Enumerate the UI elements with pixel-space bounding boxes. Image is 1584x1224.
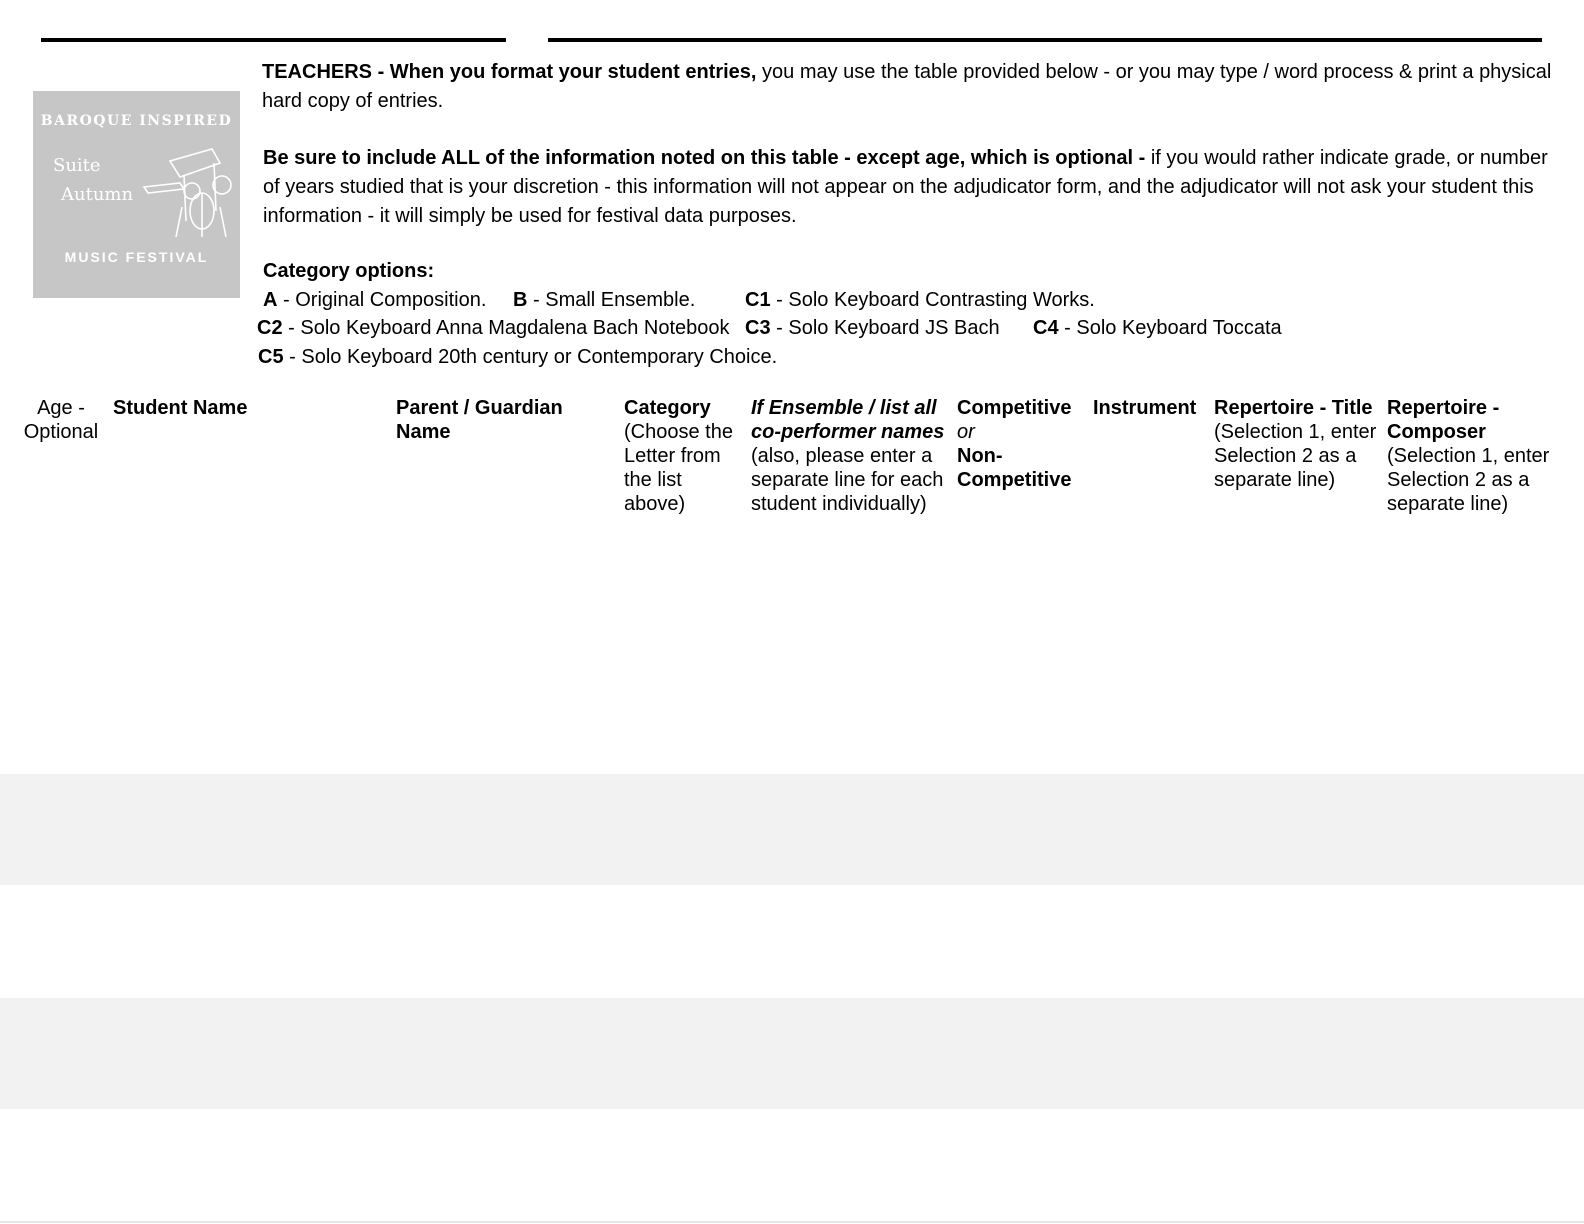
logo-word-suite: Suite bbox=[53, 155, 101, 176]
table-row-3[interactable] bbox=[0, 774, 1584, 885]
include-bold-text: Be sure to include ALL of the information noted on this table - except age, which is optional - bbox=[263, 147, 1146, 169]
header-repertoire-composer: Repertoire - Composer (Selection 1, enter Selection 2 as a separate line) bbox=[1387, 397, 1550, 515]
include-instructions bbox=[263, 144, 1553, 231]
logo-word-autumn: Autumn bbox=[61, 184, 134, 205]
table-row-4[interactable] bbox=[0, 887, 1584, 998]
header-ensemble: If Ensemble / list all co-performer names (also, please enter a separate line for each student individually) bbox=[751, 397, 945, 515]
header-instrument: Instrument bbox=[1093, 397, 1197, 419]
table-row-2[interactable] bbox=[0, 662, 1584, 773]
instruments-illustration-icon bbox=[140, 141, 232, 241]
header-category: Category (Choose the Letter from the list above) bbox=[624, 397, 733, 515]
include-text: if you would rather indicate grade, or number of years studied that is your discretion - this information will not appear on the adjudicator form, and the adjudicator will not ask your student this information - it will simply be used for festival data purposes. bbox=[263, 147, 1548, 227]
teachers-text: you may use the table provided below - or you may type / word process & print a physical hard copy of entries. bbox=[262, 61, 1552, 112]
category-option-c5: C5 - Solo Keyboard 20th century or Contemporary Choice. bbox=[258, 346, 778, 368]
category-option-c1: C1 - Solo Keyboard Contrasting Works. bbox=[745, 289, 1095, 311]
category-option-c2: C2 - Solo Keyboard Anna Magdalena Bach Notebook bbox=[257, 317, 730, 339]
header-parent-guardian: Parent / Guardian Name bbox=[396, 397, 563, 443]
logo-tagline: BAROQUE INSPIRED bbox=[40, 113, 233, 129]
table-row-1[interactable] bbox=[0, 551, 1584, 662]
header-age: Age - Optional bbox=[23, 397, 99, 443]
category-option-c3: C3 - Solo Keyboard JS Bach bbox=[745, 317, 1000, 339]
logo-bottom-text: MUSIC FESTIVAL bbox=[64, 249, 209, 265]
logo-title bbox=[53, 155, 143, 205]
teachers-bold-text: TEACHERS - When you format your student entries, bbox=[262, 61, 757, 83]
table-row-6[interactable] bbox=[0, 1110, 1584, 1221]
table-bottom-line bbox=[0, 1221, 1584, 1223]
header-repertoire-title: Repertoire - Title (Selection 1, enter Selection 2 as a separate line) bbox=[1214, 397, 1377, 491]
top-rule-left bbox=[41, 38, 506, 42]
top-rule-right bbox=[548, 38, 1542, 42]
header-competitive: Competitive or Non-Competitive bbox=[957, 397, 1072, 491]
category-option-b: B - Small Ensemble. bbox=[513, 289, 696, 311]
teachers-instructions bbox=[262, 58, 1552, 116]
category-options-title: Category options: bbox=[263, 260, 435, 282]
festival-logo bbox=[33, 91, 240, 298]
category-option-a: A - Original Composition. bbox=[263, 289, 487, 311]
table-row-5[interactable] bbox=[0, 998, 1584, 1109]
header-student-name: Student Name bbox=[113, 397, 248, 419]
category-option-c4: C4 - Solo Keyboard Toccata bbox=[1033, 317, 1282, 339]
